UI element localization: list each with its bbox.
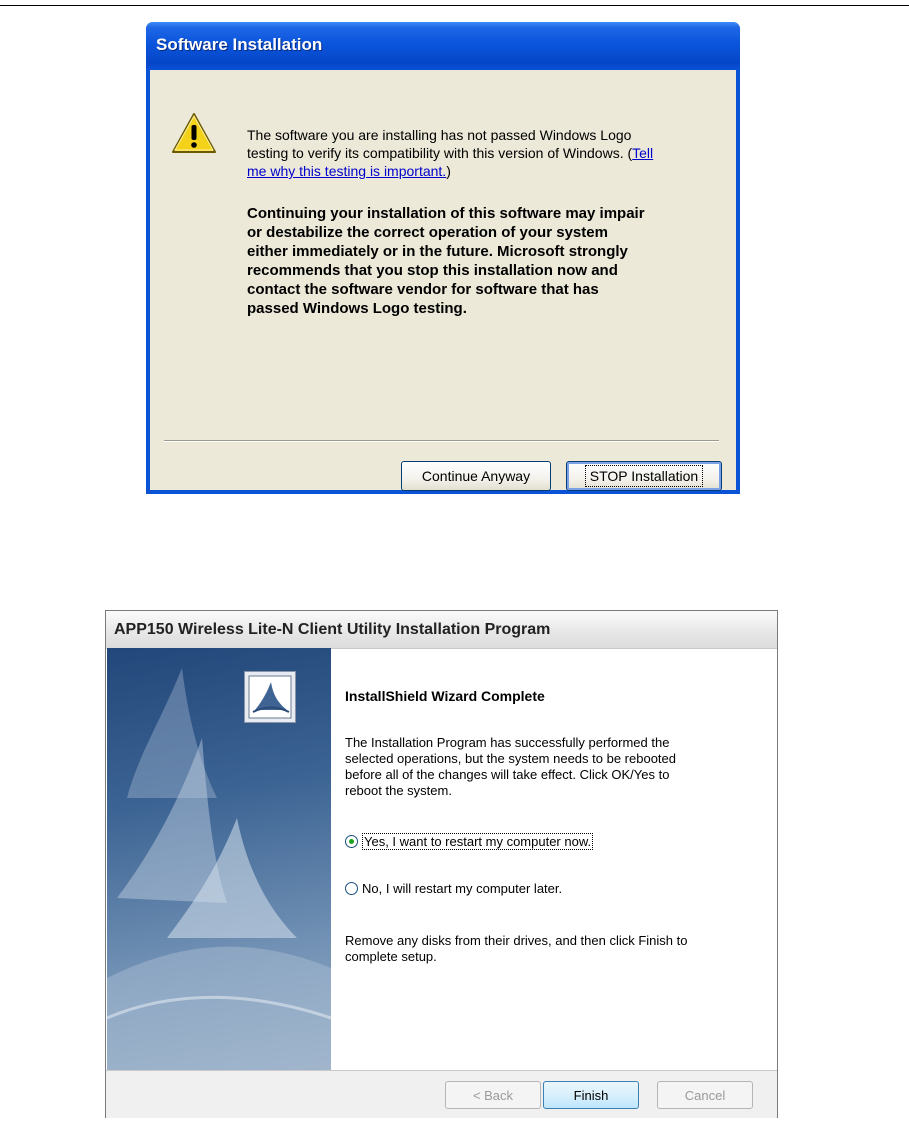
dialog-body (150, 70, 736, 490)
installshield-logo-icon (244, 671, 296, 723)
restart-later-label[interactable]: No, I will restart my computer later. (362, 881, 563, 896)
restart-now-radio[interactable] (345, 835, 358, 848)
why-testing-link[interactable]: Tell (632, 145, 654, 161)
restart-now-option[interactable] (345, 833, 593, 850)
installshield-dialog (105, 610, 778, 1118)
stop-installation-button[interactable]: STOP Installation (566, 461, 722, 491)
page-top-rule (0, 5, 909, 6)
restart-now-label[interactable]: Yes, I want to restart my computer now. (364, 834, 592, 849)
compatibility-message: The software you are installing has not passed Windows Logo testing to verify its compatibility with this version of Windows. (Tell me why this testing is important.) (247, 127, 654, 179)
cancel-button[interactable]: Cancel (657, 1081, 753, 1109)
finish-button[interactable]: Finish (543, 1081, 639, 1109)
warning-icon (170, 110, 218, 158)
software-installation-dialog (146, 22, 740, 494)
warning-message: Continuing your installation of this software may impair or destabilize the correct operation of your system either immediately or in the future. Microsoft strongly recommends that you stop this installation now and contact the software vendor for software that has passed Windows Logo testing. (247, 205, 645, 317)
wizard-footer (106, 1070, 777, 1118)
continue-anyway-button[interactable]: Continue Anyway (401, 461, 551, 491)
wizard-side-panel (107, 648, 331, 1070)
wizard-description: The Installation Program has successfully performed the selected operations, but the system needs to be rebooted before all of the changes will take effect. Click OK/Yes to reboot the system. (345, 735, 676, 798)
dialog-title: Software Installation (156, 35, 323, 54)
back-button[interactable]: < Back (445, 1081, 541, 1109)
sail-graphic (107, 648, 331, 1070)
restart-later-radio[interactable] (345, 882, 358, 895)
restart-later-option[interactable] (345, 881, 562, 896)
wizard-heading: InstallShield Wizard Complete (345, 688, 545, 704)
remove-disks-text: Remove any disks from their drives, and then click Finish to complete setup. (345, 933, 688, 964)
why-testing-link-continued[interactable]: me why this testing is important. (247, 163, 447, 179)
divider (164, 440, 719, 442)
dialog-titlebar[interactable] (146, 22, 740, 70)
dialog-titlebar[interactable] (106, 611, 777, 649)
dialog-title: APP150 Wireless Lite-N Client Utility Installation Program (114, 621, 551, 638)
